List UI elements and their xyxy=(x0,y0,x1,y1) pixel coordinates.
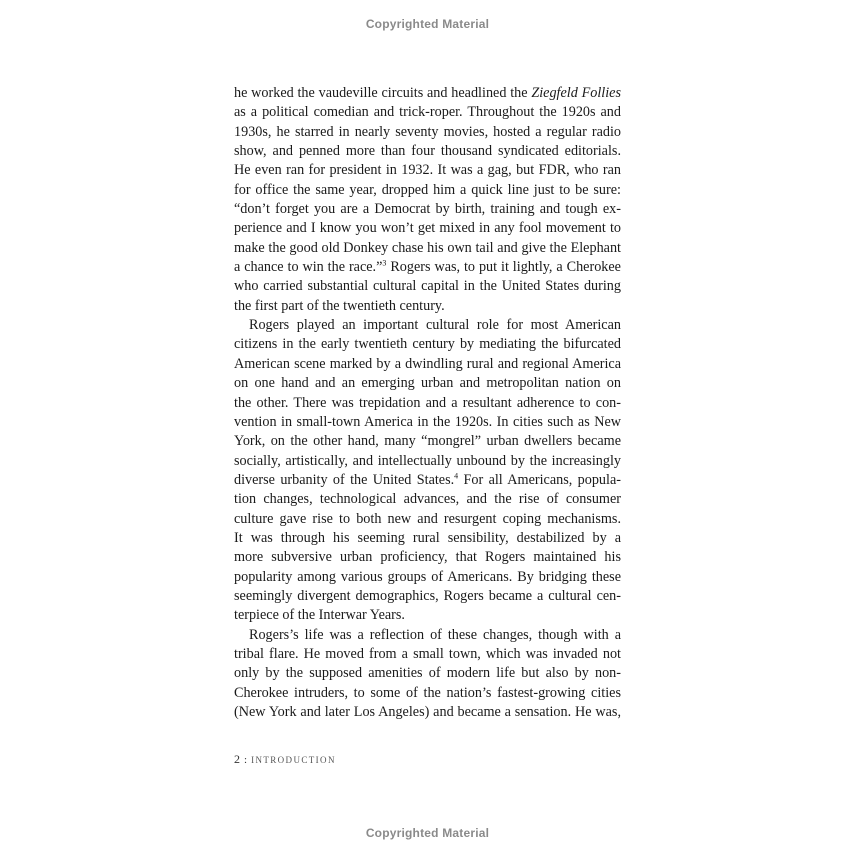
footnote-marker: 4 xyxy=(454,471,459,481)
text-line: American scene marked by a dwindling rural and regional America xyxy=(234,355,621,372)
text-line: a chance to win the race.”$^3$ Rogers was, to put it lightly, a Cherokee xyxy=(234,258,621,276)
text-line: who carried substantial cultural capital in the United States during xyxy=(234,278,621,295)
text-line: 1930s, he starred in nearly seventy movies, hosted a regular radio xyxy=(234,123,621,140)
text-line: tion changes, technological advances, and the rise of consumer xyxy=(234,491,621,508)
text-line: the other. There was trepidation and a resultant adherence to con- xyxy=(234,394,621,411)
text-line: for office the same year, dropped him a quick line just to be sure: xyxy=(234,181,621,198)
text-line: popularity among various groups of Americans. By bridging these xyxy=(234,568,621,585)
footer-separator: : xyxy=(244,754,248,766)
text-line: make the good old Donkey chase his own tail and give the Elephant xyxy=(234,239,621,256)
text-line: only by the supposed amenities of modern life but also by non- xyxy=(234,665,621,682)
text-line: diverse urbanity of the United States.$^4$ For all Americans, popula- xyxy=(234,471,621,488)
text-line: he worked the vaudeville circuits and headlined the Ziegfeld Follies xyxy=(234,85,621,101)
text-line: the first part of the twentieth century. xyxy=(234,297,445,314)
text-line: He even ran for president in 1932. It was a gag, but FDR, who ran xyxy=(234,162,621,179)
text-line: seemingly divergent demographics, Rogers became a cultural cen- xyxy=(234,587,621,604)
text-line: Cherokee intruders, to some of the nation’s fastest-growing cities xyxy=(234,684,621,701)
copyright-watermark-bottom: Copyrighted Material xyxy=(365,826,490,840)
running-head: INTRODUCTION xyxy=(251,755,336,765)
paragraph-start-line: Rogers played an important cultural role for most American xyxy=(249,317,621,334)
text-line: citizens in the early twentieth century by mediating the bifurcated xyxy=(234,336,621,353)
text-line: York, on the other hand, many “mongrel” urban dwellers became xyxy=(234,433,621,450)
text-line: socially, artistically, and intellectually unbound by the increasingly xyxy=(234,452,621,469)
page-footer xyxy=(234,752,336,767)
page-number: 2 xyxy=(234,752,240,766)
text-line: vention in small-town America in the 1920s. In cities such as New xyxy=(234,413,621,430)
text-line: perience and I know you won’t get mixed in any fool movement to xyxy=(234,220,621,237)
text-line: tribal flare. He moved from a small town, which was invaded not xyxy=(234,645,621,662)
text-line: terpiece of the Interwar Years. xyxy=(234,607,405,624)
text-line: “don’t forget you are a Democrat by birth, training and tough ex- xyxy=(234,201,621,218)
text-line: more subversive urban proficiency, that Rogers maintained his xyxy=(234,549,621,566)
text-line: It was through his seeming rural sensibility, destabilized by a xyxy=(234,529,621,546)
text-line: show, and penned more than four thousand syndicated editorials. xyxy=(234,143,621,160)
text-line: culture gave rise to both new and resurgent coping mechanisms. xyxy=(234,510,621,527)
body-text xyxy=(234,84,621,722)
paragraph-start-line: Rogers’s life was a reflection of these changes, though with a xyxy=(249,626,621,643)
copyright-watermark-top: Copyrighted Material xyxy=(365,17,490,31)
text-line: on one hand and an emerging urban and metropolitan nation on xyxy=(234,375,621,392)
text-line: (New York and later Los Angeles) and became a sensation. He was, xyxy=(234,704,621,720)
italic-title: Ziegfeld Follies xyxy=(531,85,621,101)
text-line: as a political comedian and trick-roper. Throughout the 1920s and xyxy=(234,104,621,121)
footnote-marker: 3 xyxy=(382,258,387,268)
